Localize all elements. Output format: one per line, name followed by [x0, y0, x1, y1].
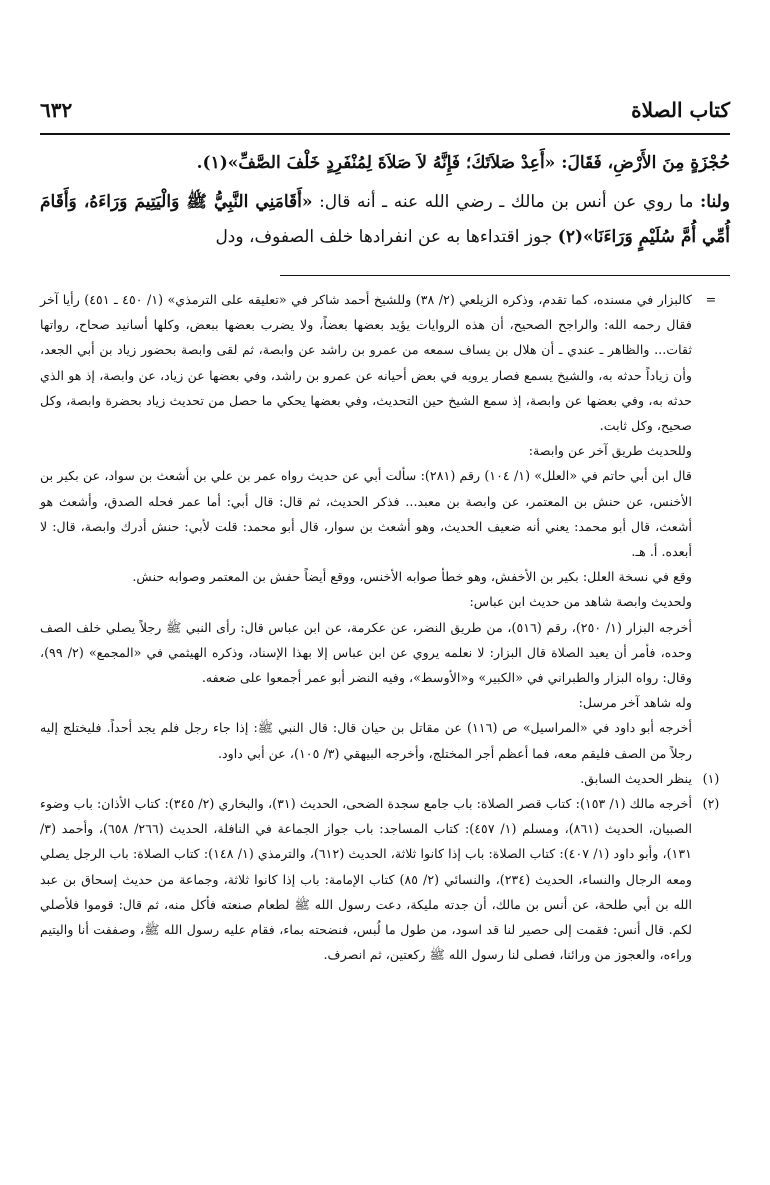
page-number: ٦٣٢ [40, 98, 73, 122]
footnote-paragraph: وقع في نسخة العلل: بكير بن الأخفش، وهو خطأ صوابه الأخنس، ووقع أيضاً حفش بن المعتمر وصوابه حنش. [132, 569, 692, 585]
footnotes [40, 287, 730, 967]
footnote-text: ينظر الحديث السابق. [580, 770, 692, 786]
body-text: جوز اقتداءها به عن انفرادها خلف الصفوف، ودل [215, 227, 558, 247]
chapter-title: كتاب الصلاة [631, 98, 730, 122]
main-paragraph [40, 146, 730, 181]
footnote-continuation [40, 287, 730, 438]
main-paragraph [40, 185, 730, 255]
running-header [40, 98, 730, 132]
footnote-1 [40, 766, 730, 791]
footnote-number: (١) [702, 770, 720, 786]
footnote-number: (٢) [702, 796, 720, 812]
footnote-2 [40, 791, 730, 967]
body-text: ما روي عن أنس بن مالك ـ رضي الله عنه ـ أنه قال: [312, 192, 701, 212]
footnote-paragraph: أخرجه البزار (١/ ٢٥٠)، رقم (٥١٦)، من طريق النضر، عن عكرمة، عن ابن عباس قال: رأى النبي ﷺ رجلاً يصلي خلف الصف وحده، فأمر أن يعيد الصلاة قال البزار: لا نعلمه يروي عن ابن عباس إلا بهذا الإسناد، وذكره الهيثمي في «المجمع» (٢/ ٩٩)، وقال: رواه البزار والطبراني في «الكبير» و«الأوسط»، وفيه النضر أبو عمر أجمعوا على ضعفه. [40, 619, 693, 686]
footnote-paragraph: وله شاهد آخر مرسل: [578, 695, 692, 711]
footnote-paragraph: كالبزار في مسنده، كما تقدم، وذكره الزيلعي (٢/ ٣٨) وللشيخ أحمد شاكر في «تعليقه على الترمذي» (١/ ٤٥٠ ـ ٤٥١) رأيا آخر فقال رحمه الله: والراجح الصحيح، أن هذه الروايات يؤيد بعضها بعضاً، ولا يضرب بعضها ببعض، وكلها أسانيد صحاح، رواتها ثقات... والظاهر ـ عندي ـ أن هلال بن يساف سمعه من عمرو بن راشد عن وابصة، ثم لقى وابصة بحضور زياد بن أبي الجعد، وأن زياداً حدثه به، والشيخ يسمع فصار يرويه في بعض أحيانه عن عمرو بن راشد، وفي بعضها عن زياد، عن وابصة، إذ هو الذي حدثه به، وفي بعضها عن وابصة، إذ سمع الشيخ حين التحديث، وفي بعضها يحكي ما حصل من تحديث زياد بحضرة وابصة، وكل صحيح، وكل ثابت. [40, 292, 692, 434]
footnote-paragraph: قال ابن أبي حاتم في «العلل» (١/ ١٠٤) رقم (٢٨١): سألت أبي عن حديث رواه عمر بن علي بن أشعث بن سواد، عن بكير بن الأخنس، عن حنش بن المعتمر، عن وابصة بن معبد... فذكر الحديث، ثم قال: قال أبي: أما عمر فحله الصدق، وأشعث هو أشعث، قال أبو محمد: يعني أنه ضعيف الحديث، وهو أشعث بن سوار، قال أبو محمد: قلت لأبي: حنش أدرك وابصة، قال: لا أبعده. أ. هـ. [40, 468, 692, 560]
continuation-marker: = [705, 292, 717, 307]
footnote-paragraph: أخرجه أبو داود في «المراسيل» ص (١١٦) عن مقاتل بن حيان قال: قال النبي ﷺ: إذا جاء رجل فلم يجد أحداً. فليختلج إليه رجلاً من الصف فليقم معه، فما أعظم أجر المختلج، وأخرجه البيهقي (٣/ ١٠٥)، عن أبي داود. [40, 720, 693, 761]
footnote-paragraph: وللحديث طريق آخر عن وابصة: [528, 443, 692, 459]
footnote-separator [280, 275, 730, 276]
hadith-quote: «أَقَامَنِي النَّبِيُّ ﷺ وَالْيَتِيمَ وَرَاءَهُ، وَأَقَامَ أُمِّي أُمَّ سُلَيْمٍ وَرَاءَنَا»(٢) [40, 192, 730, 247]
footnote-text: أخرجه مالك (١/ ١٥٣): كتاب قصر الصلاة: باب جامع سجدة الضحى، الحديث (٣١)، والبخاري (٢/ ٣٤٥): كتاب الأذان: باب وضوء الصبيان، الحديث (٨٦١)، ومسلم (١/ ٤٥٧): كتاب المساجد: باب جواز الجماعة في النافلة، الحديث (٢٦٦/ ٦٥٨)، وأحمد (٣/ ١٣١)، وأبو داود (١/ ٤٠٧): كتاب الصلاة: باب إذا كانوا ثلاثة، الحديث (٦١٢)، والترمذي (١/ ١٤٨): كتاب الصلاة: باب الرجل يصلي ومعه الرجال والنساء، الحديث (٢٣٤)، والنسائي (٢/ ٨٥) كتاب الإمامة: باب إذا كانوا ثلاثة، وجماعة من حديث إسحاق بن عبد الله بن أبي طلحة، عن أنس بن مالك، أن جدته مليكة، دعت رسول الله ﷺ لطعام صنعته فأكل منه، ثم قال: قوموا فلأصلي لكم. قال أنس: فقمت إلى حصير لنا قد اسود، من طول ما لُبس، فنضحته بماء، فقام عليه رسول الله ﷺ، وصففت أنا واليتيم وراءه، والعجوز من ورائنا، فصلى لنا رسول الله ﷺ ركعتين، ثم انصرف. [40, 796, 693, 963]
main-text [40, 146, 730, 255]
footnote-paragraph: ولحديث وابصة شاهد من حديث ابن عباس: [469, 594, 692, 610]
header-divider [40, 133, 730, 135]
paragraph-lead: ولنا: [700, 192, 730, 212]
hadith-text: حُجْزَةٍ مِنَ الأَرْضِ، فَقَالَ: «أَعِدْ صَلاَتَكَ؛ فَإِنَّهُ لاَ صَلاَةَ لِمُنْفَرِدٍ خَلْفَ الصَّفِّ»(١). [196, 153, 730, 173]
